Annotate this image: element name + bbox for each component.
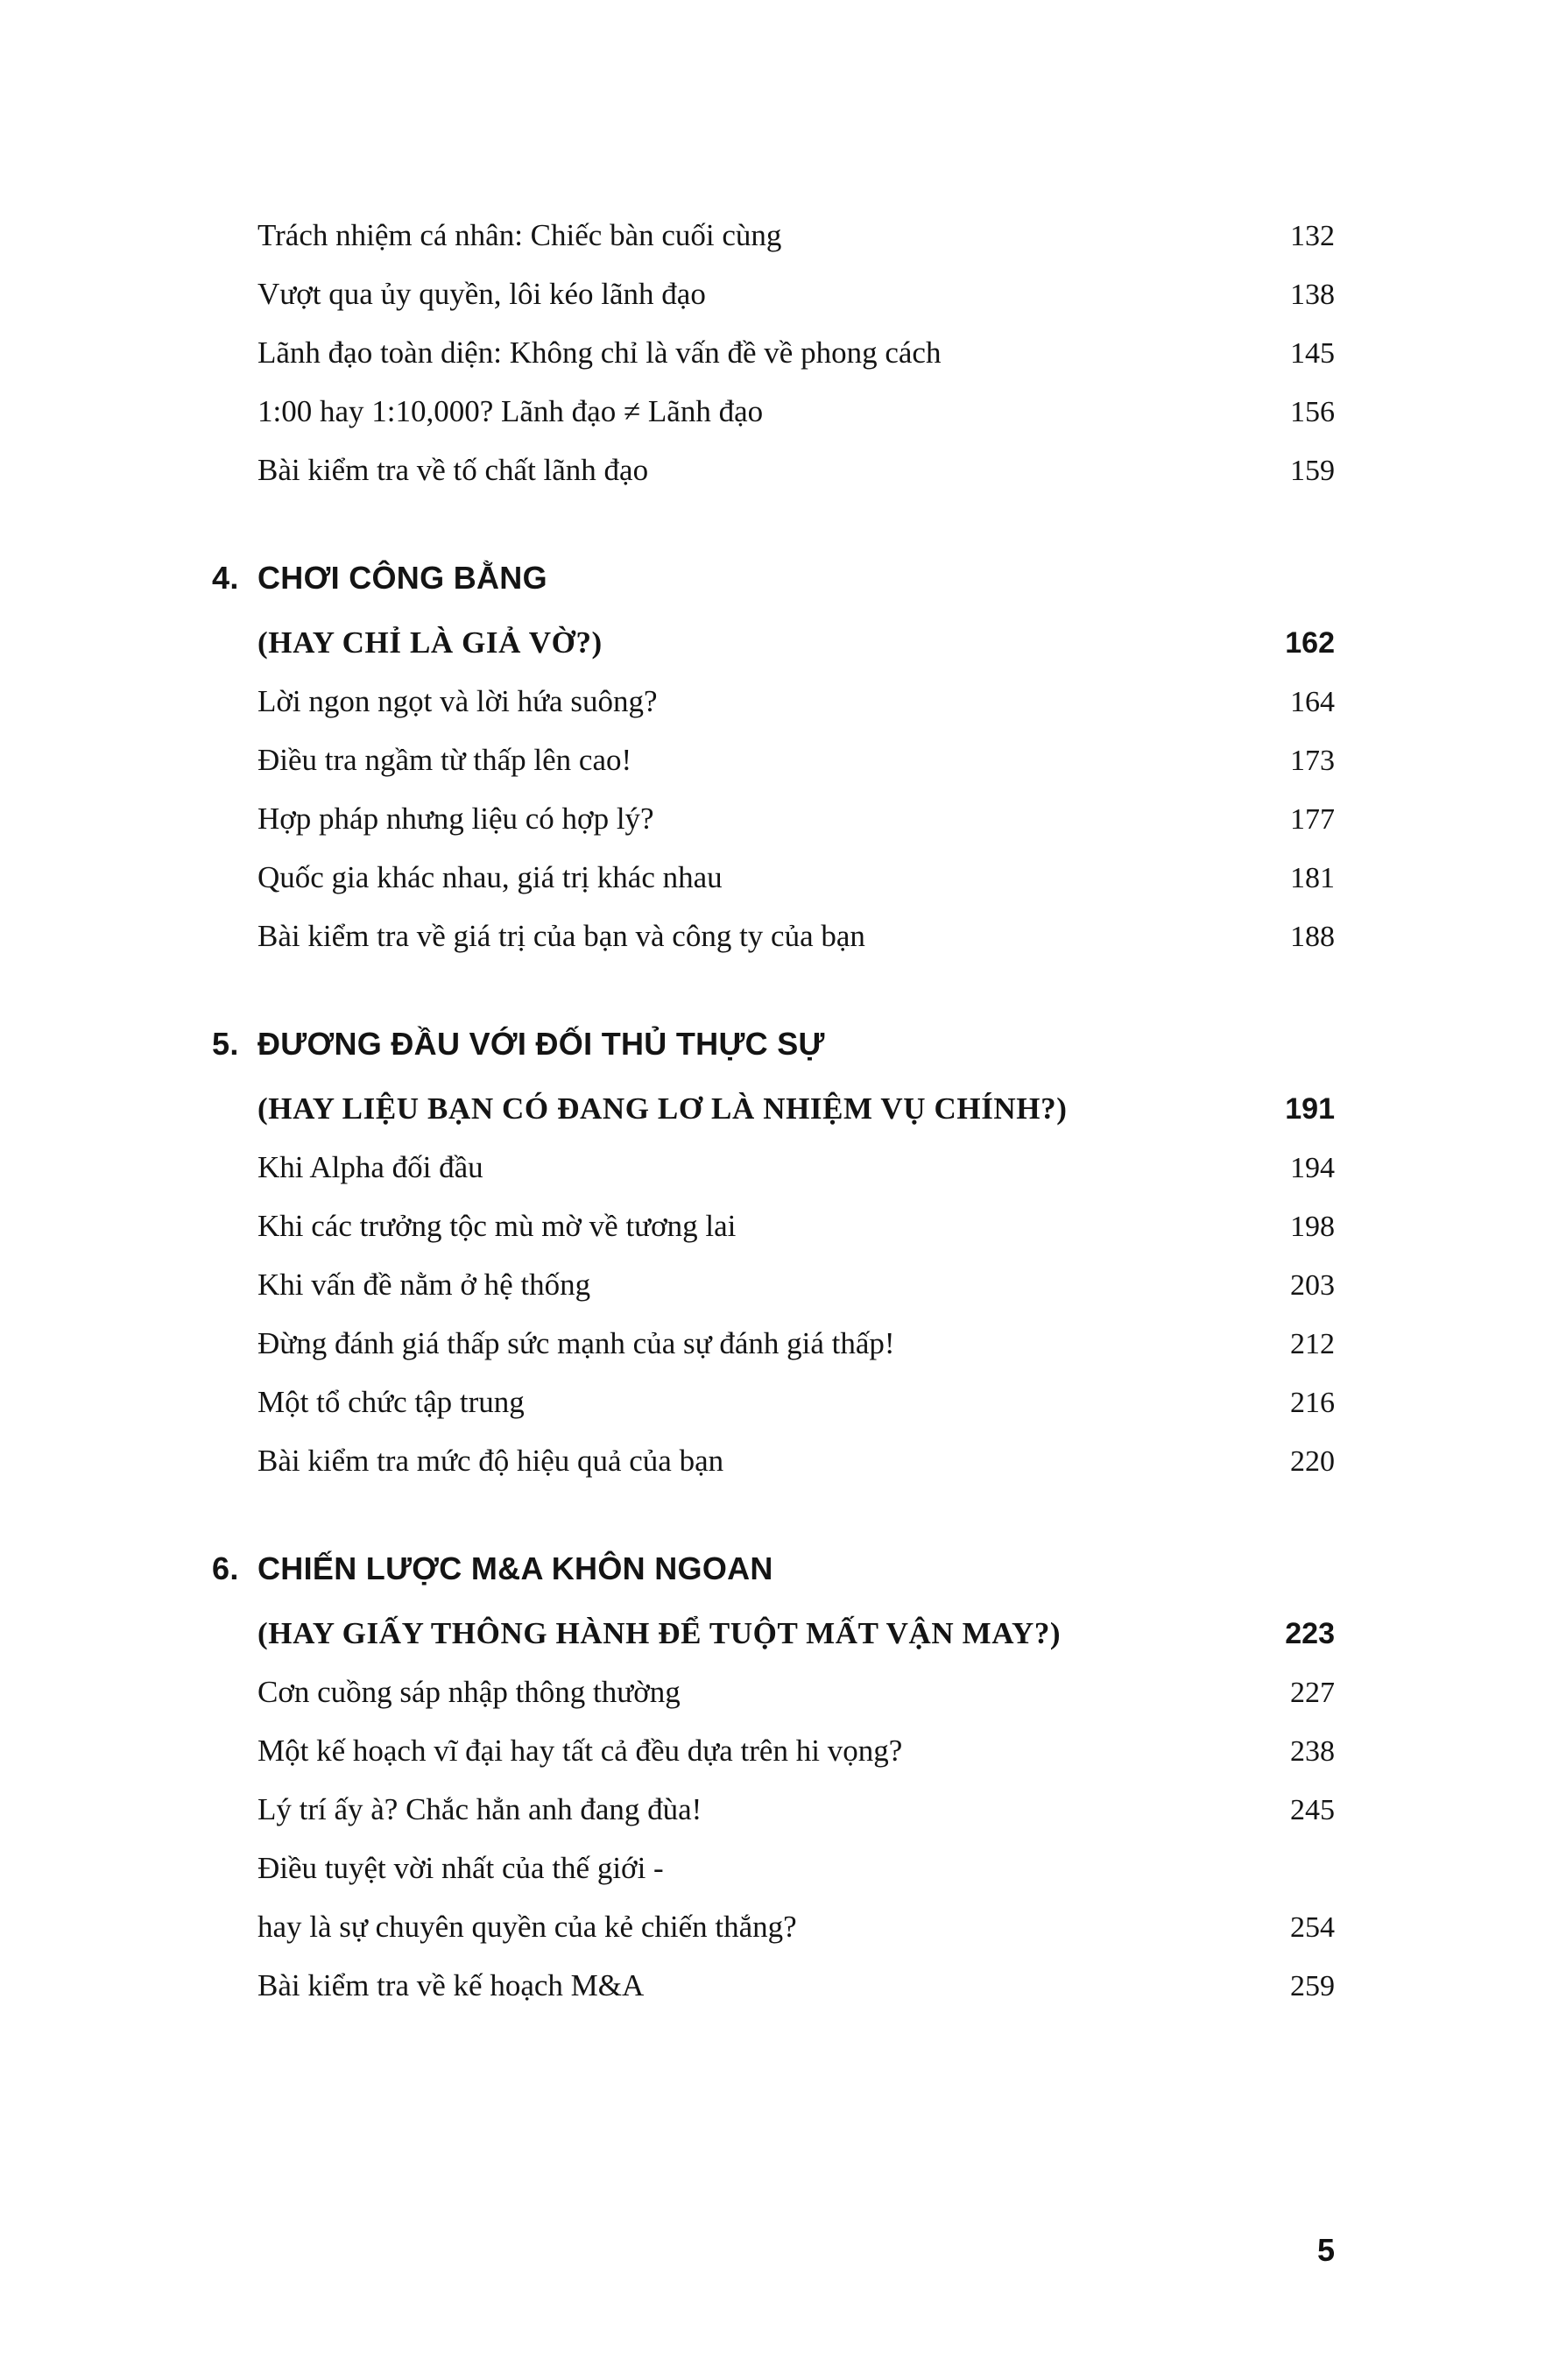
toc-entry-row bbox=[212, 1791, 1335, 1850]
toc-entry-row bbox=[212, 1384, 1335, 1443]
toc-entry-label: Hợp pháp nhưng liệu có hợp lý? bbox=[257, 802, 654, 836]
toc-entry-row bbox=[212, 1733, 1335, 1791]
toc-entry-page-number: 194 bbox=[1290, 1152, 1335, 1184]
toc-entry-page-number: 203 bbox=[1290, 1269, 1335, 1302]
toc-entry-page-number: 216 bbox=[1290, 1387, 1335, 1419]
toc-entry-row bbox=[212, 335, 1335, 393]
chapter-subtitle-row bbox=[212, 1615, 1335, 1674]
toc-entry-label: Khi các trưởng tộc mù mờ về tương lai bbox=[257, 1209, 737, 1243]
table-of-contents bbox=[212, 217, 1335, 2026]
chapter-title-row bbox=[212, 1550, 1335, 1615]
chapter-subtitle: (HAY CHỈ LÀ GIẢ VỜ?) bbox=[257, 625, 603, 660]
toc-entry-page-number: 254 bbox=[1290, 1911, 1335, 1944]
chapter-subtitle-page-number: 191 bbox=[1285, 1092, 1335, 1126]
toc-entry-page-number: 198 bbox=[1290, 1211, 1335, 1243]
toc-entry-label: Bài kiểm tra mức độ hiệu quả của bạn bbox=[257, 1444, 724, 1478]
toc-entry-page-number: 188 bbox=[1290, 921, 1335, 953]
toc-entry-row bbox=[212, 1149, 1335, 1208]
toc-entry-label: Trách nhiệm cá nhân: Chiếc bàn cuối cùng bbox=[257, 218, 782, 252]
toc-entry-page-number: 173 bbox=[1290, 745, 1335, 777]
chapter-subtitle: (HAY GIẤY THÔNG HÀNH ĐỂ TUỘT MẤT VẬN MAY?) bbox=[257, 1616, 1062, 1650]
toc-entry-row bbox=[212, 1850, 1335, 1909]
toc-entry-label: Bài kiểm tra về tố chất lãnh đạo bbox=[257, 453, 649, 487]
chapter-number: 5. bbox=[212, 1026, 239, 1062]
toc-entry-row bbox=[212, 1325, 1335, 1384]
toc-entry-row bbox=[212, 1674, 1335, 1733]
chapter-title: CHIẾN LƯỢC M&A KHÔN NGOAN bbox=[257, 1550, 773, 1586]
toc-entry-page-number: 159 bbox=[1290, 455, 1335, 487]
footer-page-number: 5 bbox=[1316, 2232, 1335, 2268]
toc-entry-row bbox=[212, 1267, 1335, 1325]
toc-entry-row bbox=[212, 1443, 1335, 1501]
toc-entry-label: Lãnh đạo toàn diện: Không chỉ là vấn đề về phong cách bbox=[257, 335, 942, 370]
toc-entry-page-number: 181 bbox=[1290, 862, 1335, 894]
toc-entry-row bbox=[212, 1208, 1335, 1267]
chapter-subtitle-row bbox=[212, 1091, 1335, 1149]
toc-entry-row bbox=[212, 683, 1335, 742]
toc-entry-page-number: 212 bbox=[1290, 1328, 1335, 1360]
toc-entry-label: Lý trí ấy à? Chắc hẳn anh đang đùa! bbox=[257, 1792, 702, 1826]
toc-entry-page-number: 245 bbox=[1290, 1794, 1335, 1826]
toc-entry-label: Vượt qua ủy quyền, lôi kéo lãnh đạo bbox=[257, 277, 706, 311]
toc-entry-label: 1:00 hay 1:10,000? Lãnh đạo ≠ Lãnh đạo bbox=[257, 394, 764, 428]
chapter-subtitle-row bbox=[212, 625, 1335, 683]
toc-entry-row bbox=[212, 217, 1335, 276]
toc-entry-label: Một kế hoạch vĩ đại hay tất cả đều dựa trên hi vọng? bbox=[257, 1734, 903, 1768]
toc-section bbox=[212, 217, 1335, 511]
toc-entry-page-number: 227 bbox=[1290, 1677, 1335, 1709]
toc-entry-label: Khi Alpha đối đầu bbox=[257, 1150, 483, 1184]
toc-entry-label: Cơn cuồng sáp nhập thông thường bbox=[257, 1675, 681, 1709]
toc-entry-page-number: 164 bbox=[1290, 686, 1335, 718]
chapter-subtitle: (HAY LIỆU BẠN CÓ ĐANG LƠ LÀ NHIỆM VỤ CHÍNH?) bbox=[257, 1091, 1068, 1126]
toc-section bbox=[212, 1550, 1335, 2026]
toc-entry-label: Quốc gia khác nhau, giá trị khác nhau bbox=[257, 860, 723, 894]
toc-entry-page-number: 138 bbox=[1290, 279, 1335, 311]
chapter-number: 6. bbox=[212, 1550, 239, 1586]
toc-entry-page-number: 145 bbox=[1290, 337, 1335, 370]
toc-entry-label: Điều tuyệt vời nhất của thế giới - bbox=[257, 1851, 664, 1885]
toc-entry-page-number: 238 bbox=[1290, 1735, 1335, 1768]
toc-entry-label: Đừng đánh giá thấp sức mạnh của sự đánh giá thấp! bbox=[257, 1326, 895, 1360]
toc-entry-page-number: 259 bbox=[1290, 1970, 1335, 2002]
toc-entry-page-number: 220 bbox=[1290, 1445, 1335, 1478]
toc-entry-label: Điều tra ngầm từ thấp lên cao! bbox=[257, 743, 632, 777]
toc-entry-row bbox=[212, 742, 1335, 801]
toc-entry-page-number: 177 bbox=[1290, 803, 1335, 836]
toc-entry-label: Bài kiểm tra về giá trị của bạn và công ty của bạn bbox=[257, 919, 865, 953]
toc-entry-row bbox=[212, 393, 1335, 452]
chapter-number: 4. bbox=[212, 560, 239, 596]
chapter-title-row bbox=[212, 1026, 1335, 1091]
toc-entry-row bbox=[212, 276, 1335, 335]
toc-entry-label: Bài kiểm tra về kế hoạch M&A bbox=[257, 1968, 645, 2002]
toc-entry-label: Khi vấn đề nằm ở hệ thống bbox=[257, 1268, 591, 1302]
chapter-title: CHƠI CÔNG BẰNG bbox=[257, 560, 547, 596]
toc-section bbox=[212, 560, 1335, 977]
toc-entry-row bbox=[212, 859, 1335, 918]
chapter-subtitle-page-number: 162 bbox=[1285, 626, 1335, 660]
toc-entry-label: Một tổ chức tập trung bbox=[257, 1385, 525, 1419]
toc-entry-row bbox=[212, 918, 1335, 977]
toc-entry-page-number: 132 bbox=[1290, 220, 1335, 252]
chapter-title: ĐƯƠNG ĐẦU VỚI ĐỐI THỦ THỰC SỰ bbox=[257, 1026, 825, 1062]
toc-entry-row bbox=[212, 801, 1335, 859]
chapter-subtitle-page-number: 223 bbox=[1285, 1617, 1335, 1650]
toc-entry-page-number: 156 bbox=[1290, 396, 1335, 428]
toc-entry-label: Lời ngon ngọt và lời hứa suông? bbox=[257, 684, 658, 718]
toc-entry-row bbox=[212, 1909, 1335, 1967]
chapter-title-row bbox=[212, 560, 1335, 625]
toc-entry-row bbox=[212, 1967, 1335, 2026]
toc-entry-row bbox=[212, 452, 1335, 511]
toc-entry-label: hay là sự chuyên quyền của kẻ chiến thắng? bbox=[257, 1910, 797, 1944]
toc-section bbox=[212, 1026, 1335, 1501]
